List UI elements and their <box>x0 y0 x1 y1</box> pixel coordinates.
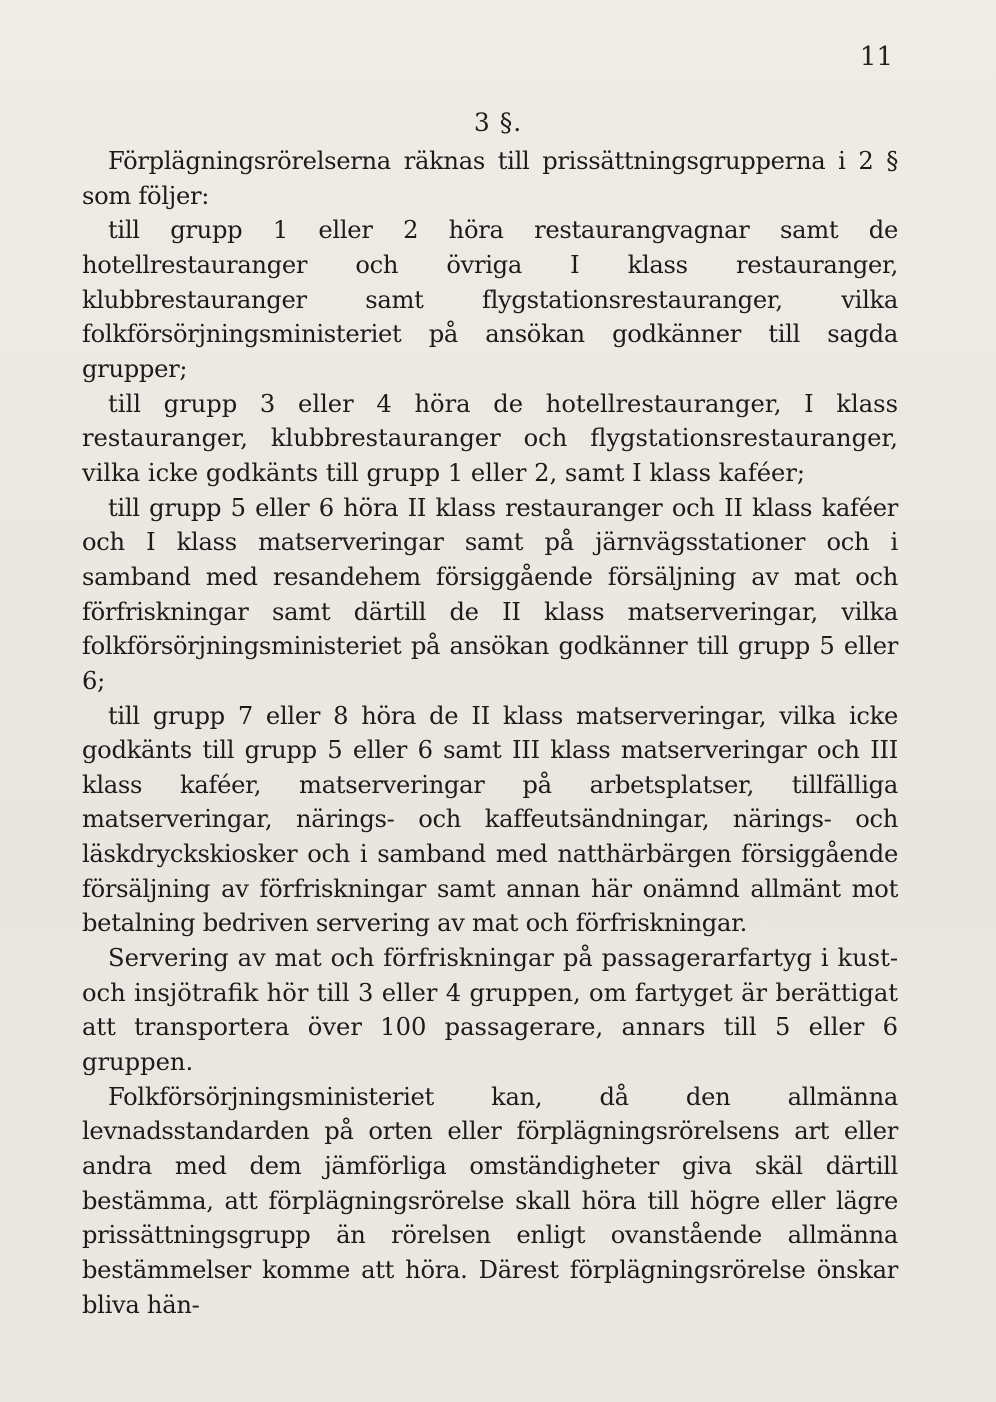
paragraph-group-7-8: till grupp 7 eller 8 höra de II klass matserveringar, vilka icke godkänts till grupp 5 eller 6 samt III klass matserveringar och III klass kaféer, matserveringar på arbetsplatser, tillfälliga matserveringar, närings- och kaffeutsändningar, närings- och läskdryckskiosker och i samband med natthärbärgen försiggående försäljning av förfriskningar samt annan här onämnd allmänt mot betalning bedriven servering av mat och förfriskningar. <box>82 701 898 938</box>
section-heading: 3 §. <box>473 108 523 137</box>
paragraph-passenger-ships: Servering av mat och förfriskningar på passagerarfartyg i kust- och insjötrafik hör till 3 eller 4 gruppen, om fartyget är berättigat att transportera över 100 passagerare, annars till 5 eller 6 gruppen. <box>82 944 898 1077</box>
body-text <box>82 144 898 1322</box>
paragraph-group-5-6: till grupp 5 eller 6 höra II klass restauranger och II klass kaféer och I klass matserveringar samt på järnvägsstationer och i samband med resandehem försiggående försäljning av mat och förfriskningar samt därtill de II klass matserveringar, vilka folkförsörjningsministeriet på ansökan godkänner till grupp 5 eller 6; <box>82 493 898 695</box>
page-number: 11 <box>859 42 893 72</box>
paragraph-ministry-discretion: Folkförsörjningsministeriet kan, då den allmänna levnadsstandarden på orten eller förplägningsrörelsens art eller andra med dem jämförliga omständigheter giva skäl därtill bestämma, att förplägningsrörelse skall höra till högre eller lägre prissättningsgrupp än rörelsen enligt ovanstående allmänna bestämmelser komme att höra. Därest förplägningsrörelse önskar bliva hän- <box>82 1082 898 1319</box>
paragraph-intro: Förplägningsrörelserna räknas till prissättningsgrupperna i 2 § som följer: <box>82 147 898 210</box>
paragraph-group-1-2: till grupp 1 eller 2 höra restaurangvagnar samt de hotellrestauranger och övriga I klass restauranger, klubbrestauranger samt flygstationsrestauranger, vilka folkförsörjningsministeriet på ansökan godkänner till sagda grupper; <box>82 216 898 383</box>
paragraph-group-3-4: till grupp 3 eller 4 höra de hotellrestauranger, I klass restauranger, klubbrestauranger och flygstationsrestauranger, vilka icke godkänts till grupp 1 eller 2, samt I klass kaféer; <box>82 389 898 487</box>
